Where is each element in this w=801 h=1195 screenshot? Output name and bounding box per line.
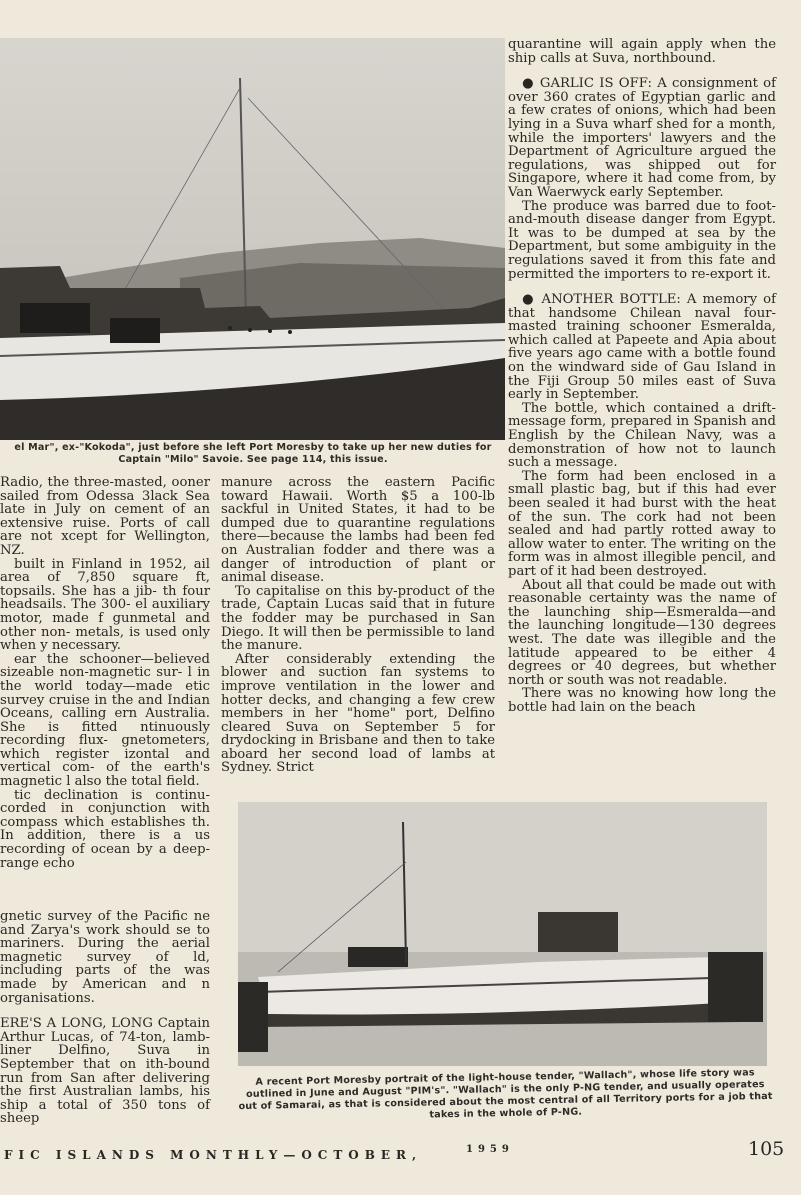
right-paragraph-3: The produce was barred due to foot-and-mouth disease danger from Egypt. It was to be dumped at sea by the Department, but some ambiguity in the regulations saved it from this fate and permitted the importers to re-export it. (508, 198, 776, 282)
page-footer (0, 1140, 801, 1166)
middle-paragraph-3: After considerably extending the blower and suction fan systems to improve ventilation in the lower and hotter decks, and changing a few crew members in her "home" port, Delfino cleared Suva on September 5 for drydocking in Brisbane and then to take aboard her second load of lambs at Sydney. Strict (221, 651, 495, 776)
schooner-photo (0, 38, 505, 440)
bottle-text: A memory of that handsome Chilean naval four-masted training schooner Esmeralda, which called at Papeete and Apia about five years ago came with a bottle found on the windward side of Gau Island in the Fiji Group 50 miles east of Suva early in September. (508, 292, 776, 403)
right-paragraph-4 (508, 293, 776, 402)
middle-column (221, 476, 495, 775)
left-paragraph-3: ear the schooner—believed sizeable non-magnetic sur- l in the world today—made etic survey cruise in the and Indian Oceans, calling ern Australia. She is fitted ntinuously recording flux- gnetometers, which register izontal and vertical com- of the earth's magnetic l also the total field. (0, 651, 210, 790)
page-number: 105 (748, 1138, 785, 1160)
top-photo-caption: el Mar", ex-"Kokoda", just before she left Port Moresby to take up her new duties for Captain "Milo" Savoie. See page 114, this issue. (14, 442, 492, 465)
right-paragraph-1: quarantine will again apply when the ship calls at Suva, northbound. (508, 37, 776, 66)
left-paragraph-4: tic declination is continu- corded in conjunction with compass which establishes th. In addition, there is a us recording of ocean by a deep-range echo (0, 787, 210, 871)
bottle-heading: ANOTHER BOTTLE: (541, 292, 681, 308)
right-paragraph-8: There was no knowing how long the bottle had lain on the beach (508, 686, 776, 715)
left-paragraph-5: gnetic survey of the Pacific ne and Zarya's work should se to mariners. During the aerial magnetic survey of ld, including parts of the was made by American and n organisations. (0, 909, 210, 1006)
left-column-lower (0, 910, 210, 1126)
right-paragraph-2 (508, 77, 776, 199)
middle-paragraph-1: manure across the eastern Pacific toward Hawaii. Worth $5 a 100-lb sackful in United States, it had to be dumped due to quarantine regulations there—because the lambs had been fed on Australian fodder and there was a danger of introduction of plant or animal disease. (221, 475, 495, 586)
right-paragraph-5: The bottle, which contained a drift-message form, prepared in Spanish and English by the Chilean Navy, was a demonstration of how not to launch such a message. (508, 400, 776, 471)
right-paragraph-6: The form had been enclosed in a small plastic bag, but if this had ever been sealed it had burst with the heat of the sun. The cork had not been sealed and had partly rotted away to allow water to enter. The writing on the form was in almost illegible pencil, and part of it had been destroyed. (508, 468, 776, 579)
bullet-icon: ● (522, 292, 542, 308)
bottom-photo-caption: A recent Port Moresby portrait of the light-house tender, "Wallach", whose life story was outlined in June and August "PIM's". "Wallach" is the only P-NG tender, and usually operates out of Samarai, as that is considered about the most central of all Territory ports for a job that takes in the whole of P-NG. (238, 1067, 773, 1121)
bullet-icon: ● (522, 76, 540, 92)
right-column (508, 38, 776, 715)
tender-photo (238, 802, 767, 1066)
magazine-name: FIC ISLANDS MONTHLY—OCTOBER, (4, 1148, 423, 1162)
garlic-heading: GARLIC IS OFF: (539, 76, 652, 92)
right-paragraph-7: About all that could be made out with reasonable certainty was the name of the launching ship—Esmeralda—and the launching longitude—130 degrees west. The date was illegible and the latitude appeared to be either 4 degrees or 40 degrees, but whether north or south was not readable. (508, 577, 776, 688)
left-paragraph-1: Radio, the three-masted, ooner sailed from Odessa 3lack Sea late in July on cement of an extensive ruise. Ports of call are not xcept for Wellington, NZ. (0, 475, 210, 558)
left-paragraph-2: built in Finland in 1952, ail area of 7,850 square ft, topsails. She has a jib- th four headsails. The 300- el auxiliary motor, made f gunmetal and other non- metals, is used only when y necessary. (0, 556, 210, 654)
left-column-upper (0, 476, 210, 870)
garlic-text: A consignment of over 360 crates of Egyptian garlic and a few crates of onions, which had been lying in a Suva wharf shed for a month, while the importers' lawyers and the Department of Agriculture argued the regulations, was shipped out for Singapore, where it had come from, by Van Waerwyck early September. (508, 76, 777, 200)
issue-year: 1959 (466, 1144, 514, 1155)
middle-paragraph-2: To capitalise on this by-product of the trade, Captain Lucas said that in future the fodder may be purchased in San Diego. It will then be permissible to land the manure. (221, 583, 495, 654)
left-paragraph-6: ERE'S A LONG, LONG Captain Arthur Lucas, of 74-ton, lamb-liner Delfino, Suva in September that on ith-bound run from San after delivering the first Australian lambs, his ship a total of 350 tons of sheep (0, 1016, 210, 1127)
